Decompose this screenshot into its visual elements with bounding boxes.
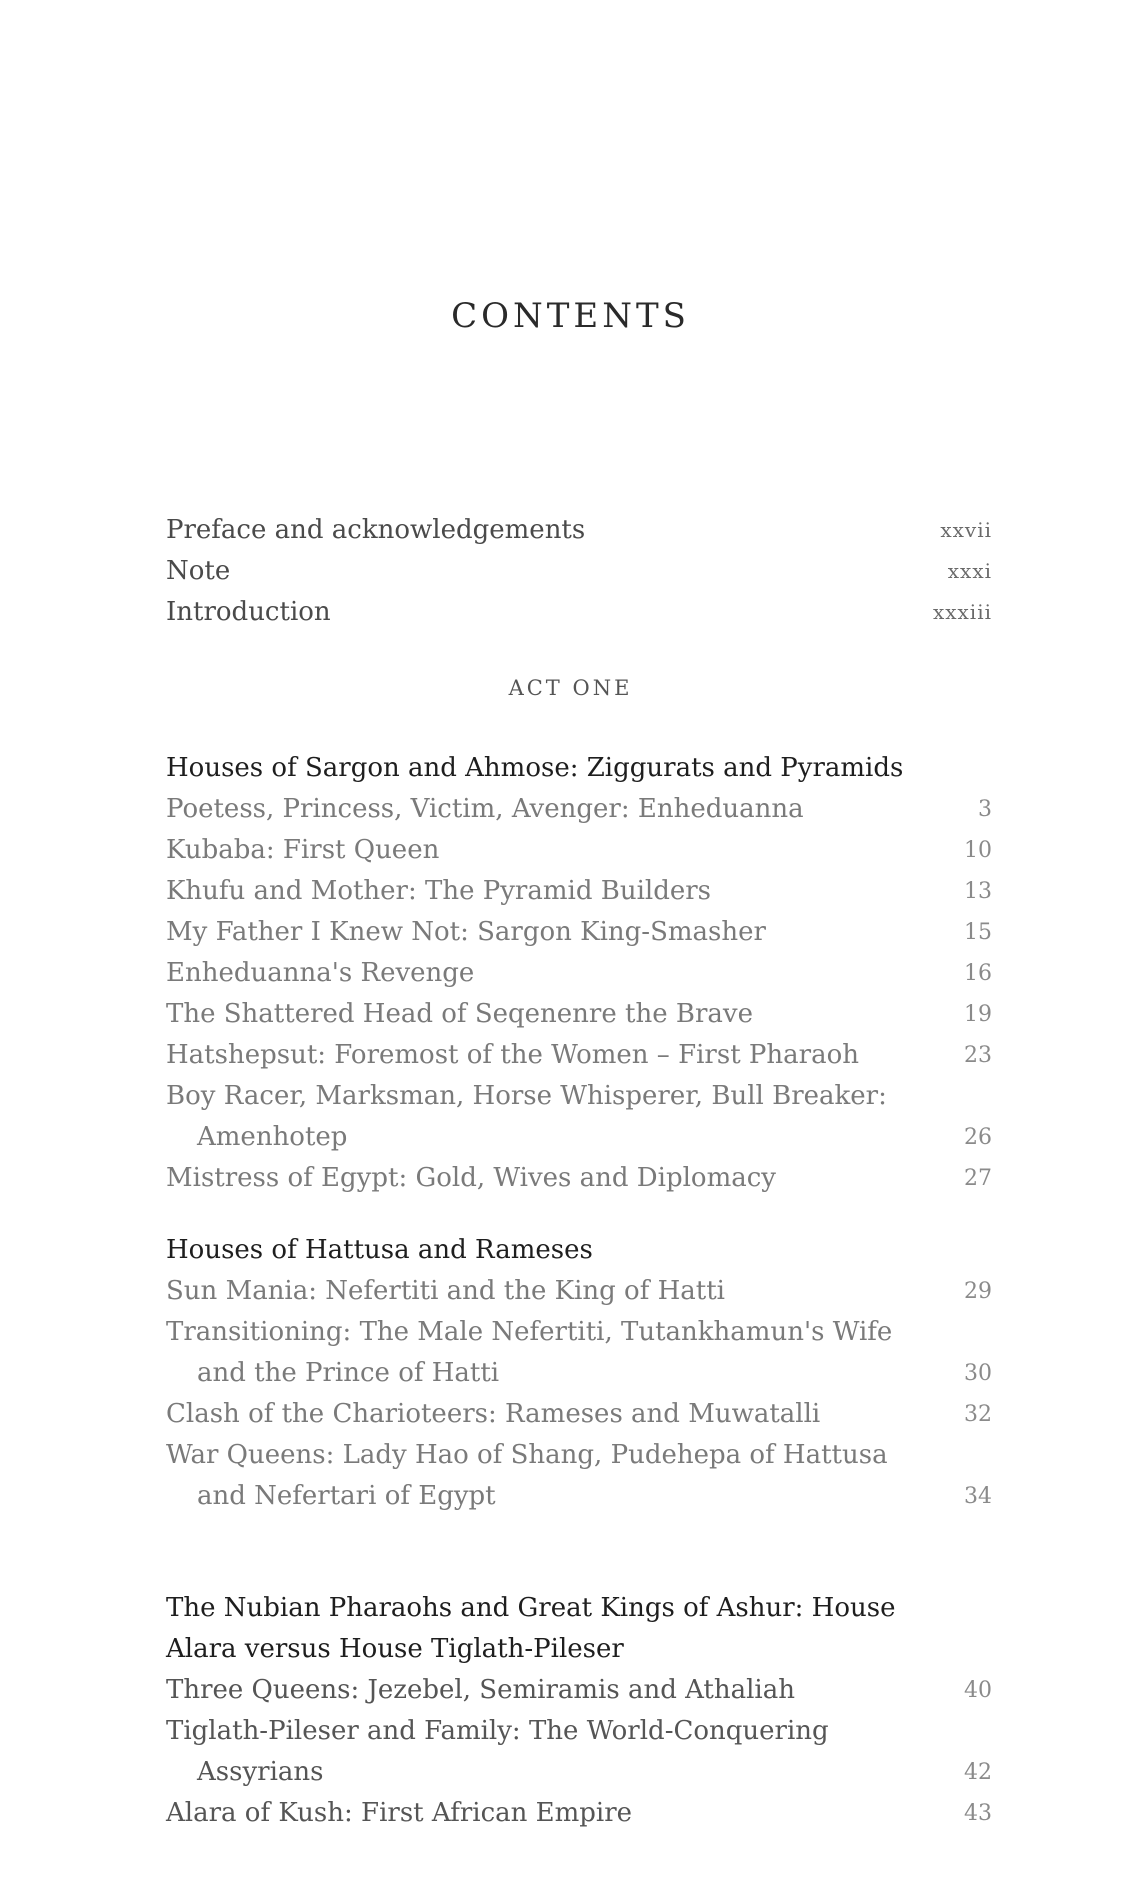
- entry-page: 29: [964, 1279, 992, 1304]
- entry-page: 27: [964, 1166, 992, 1191]
- toc-entry: [166, 1435, 992, 1517]
- section-heading: The Nubian Pharaohs and Great Kings of Ashur: House: [166, 1593, 896, 1623]
- entry-page: 43: [964, 1801, 992, 1826]
- entry-page: 42: [964, 1760, 992, 1785]
- section: [166, 748, 992, 1199]
- section: [166, 1230, 992, 1517]
- entry-page: 34: [964, 1484, 992, 1509]
- entry-title: Tiglath-Pileser and Family: The World-Conquering: [166, 1716, 829, 1746]
- front-matter-item: [166, 551, 992, 592]
- entry-title: Sun Mania: Nefertiti and the King of Hatti: [166, 1276, 725, 1306]
- entry-page: 40: [964, 1678, 992, 1703]
- toc-entry: [166, 1670, 992, 1711]
- entry-title: My Father I Knew Not: Sargon King-Smasher: [166, 917, 766, 947]
- toc-entry: [166, 830, 992, 871]
- section-heading: Houses of Hattusa and Rameses: [166, 1235, 593, 1265]
- front-matter-page: xxxi: [947, 559, 992, 583]
- section: [166, 1588, 992, 1834]
- entry-title-continuation: Amenhotep: [197, 1122, 348, 1152]
- entry-title: War Queens: Lady Hao of Shang, Pudehepa of Hattusa: [166, 1440, 888, 1470]
- toc-entry: [166, 1076, 992, 1158]
- entry-page: 10: [964, 838, 992, 863]
- toc-entry: [166, 789, 992, 830]
- entry-page: 19: [964, 1002, 992, 1027]
- entry-title: Alara of Kush: First African Empire: [166, 1798, 633, 1828]
- entry-title-continuation: and Nefertari of Egypt: [197, 1481, 496, 1511]
- toc-entry: [166, 994, 992, 1035]
- entry-page: 23: [964, 1043, 992, 1068]
- toc-entry: [166, 1158, 992, 1199]
- toc-entry: [166, 871, 992, 912]
- entry-title: Clash of the Charioteers: Rameses and Muwatalli: [166, 1399, 821, 1429]
- section-heading: Houses of Sargon and Ahmose: Ziggurats and Pyramids: [166, 753, 904, 783]
- entry-title: The Shattered Head of Seqenenre the Brave: [166, 999, 753, 1029]
- entry-title: Kubaba: First Queen: [166, 835, 440, 865]
- entry-title: Enheduanna's Revenge: [166, 958, 475, 988]
- page-title: CONTENTS: [451, 296, 690, 336]
- entry-page: 15: [964, 920, 992, 945]
- entry-page: 13: [964, 879, 992, 904]
- front-matter-label: Note: [166, 556, 231, 586]
- front-matter-label: Preface and acknowledgements: [166, 515, 586, 545]
- toc-entry: [166, 1312, 992, 1394]
- entry-title-continuation: Assyrians: [197, 1757, 324, 1787]
- entry-page: 16: [964, 961, 992, 986]
- entry-title: Hatshepsut: Foremost of the Women – First Pharaoh: [166, 1040, 859, 1070]
- toc-entry: [166, 1035, 992, 1076]
- entry-page: 32: [964, 1402, 992, 1427]
- entry-title: Khufu and Mother: The Pyramid Builders: [166, 876, 712, 906]
- entry-title: Mistress of Egypt: Gold, Wives and Diplomacy: [166, 1163, 776, 1193]
- toc-entry: [166, 1394, 992, 1435]
- toc-entry: [166, 953, 992, 994]
- toc-entry: [166, 912, 992, 953]
- entry-title: Three Queens: Jezebel, Semiramis and Athaliah: [166, 1675, 795, 1705]
- act-label: ACT ONE: [508, 676, 633, 700]
- front-matter-list: [166, 510, 992, 633]
- front-matter-item: [166, 510, 992, 551]
- front-matter-page: xxxiii: [932, 600, 992, 624]
- section-heading-continuation: Alara versus House Tiglath-Pileser: [166, 1634, 624, 1664]
- toc-entry: [166, 1711, 992, 1793]
- toc-entry: [166, 1271, 992, 1312]
- front-matter-item: [166, 592, 992, 633]
- entry-title: Poetess, Princess, Victim, Avenger: Enheduanna: [166, 794, 804, 824]
- entry-page: 26: [964, 1125, 992, 1150]
- toc-entry: [166, 1793, 992, 1834]
- entry-page: 30: [964, 1361, 992, 1386]
- front-matter-page: xxvii: [940, 518, 992, 542]
- entry-title: Boy Racer, Marksman, Horse Whisperer, Bull Breaker:: [166, 1081, 887, 1111]
- entry-title-continuation: and the Prince of Hatti: [197, 1358, 500, 1388]
- front-matter-label: Introduction: [166, 597, 331, 627]
- entry-title: Transitioning: The Male Nefertiti, Tutankhamun's Wife: [166, 1317, 893, 1347]
- entry-page: 3: [978, 797, 992, 822]
